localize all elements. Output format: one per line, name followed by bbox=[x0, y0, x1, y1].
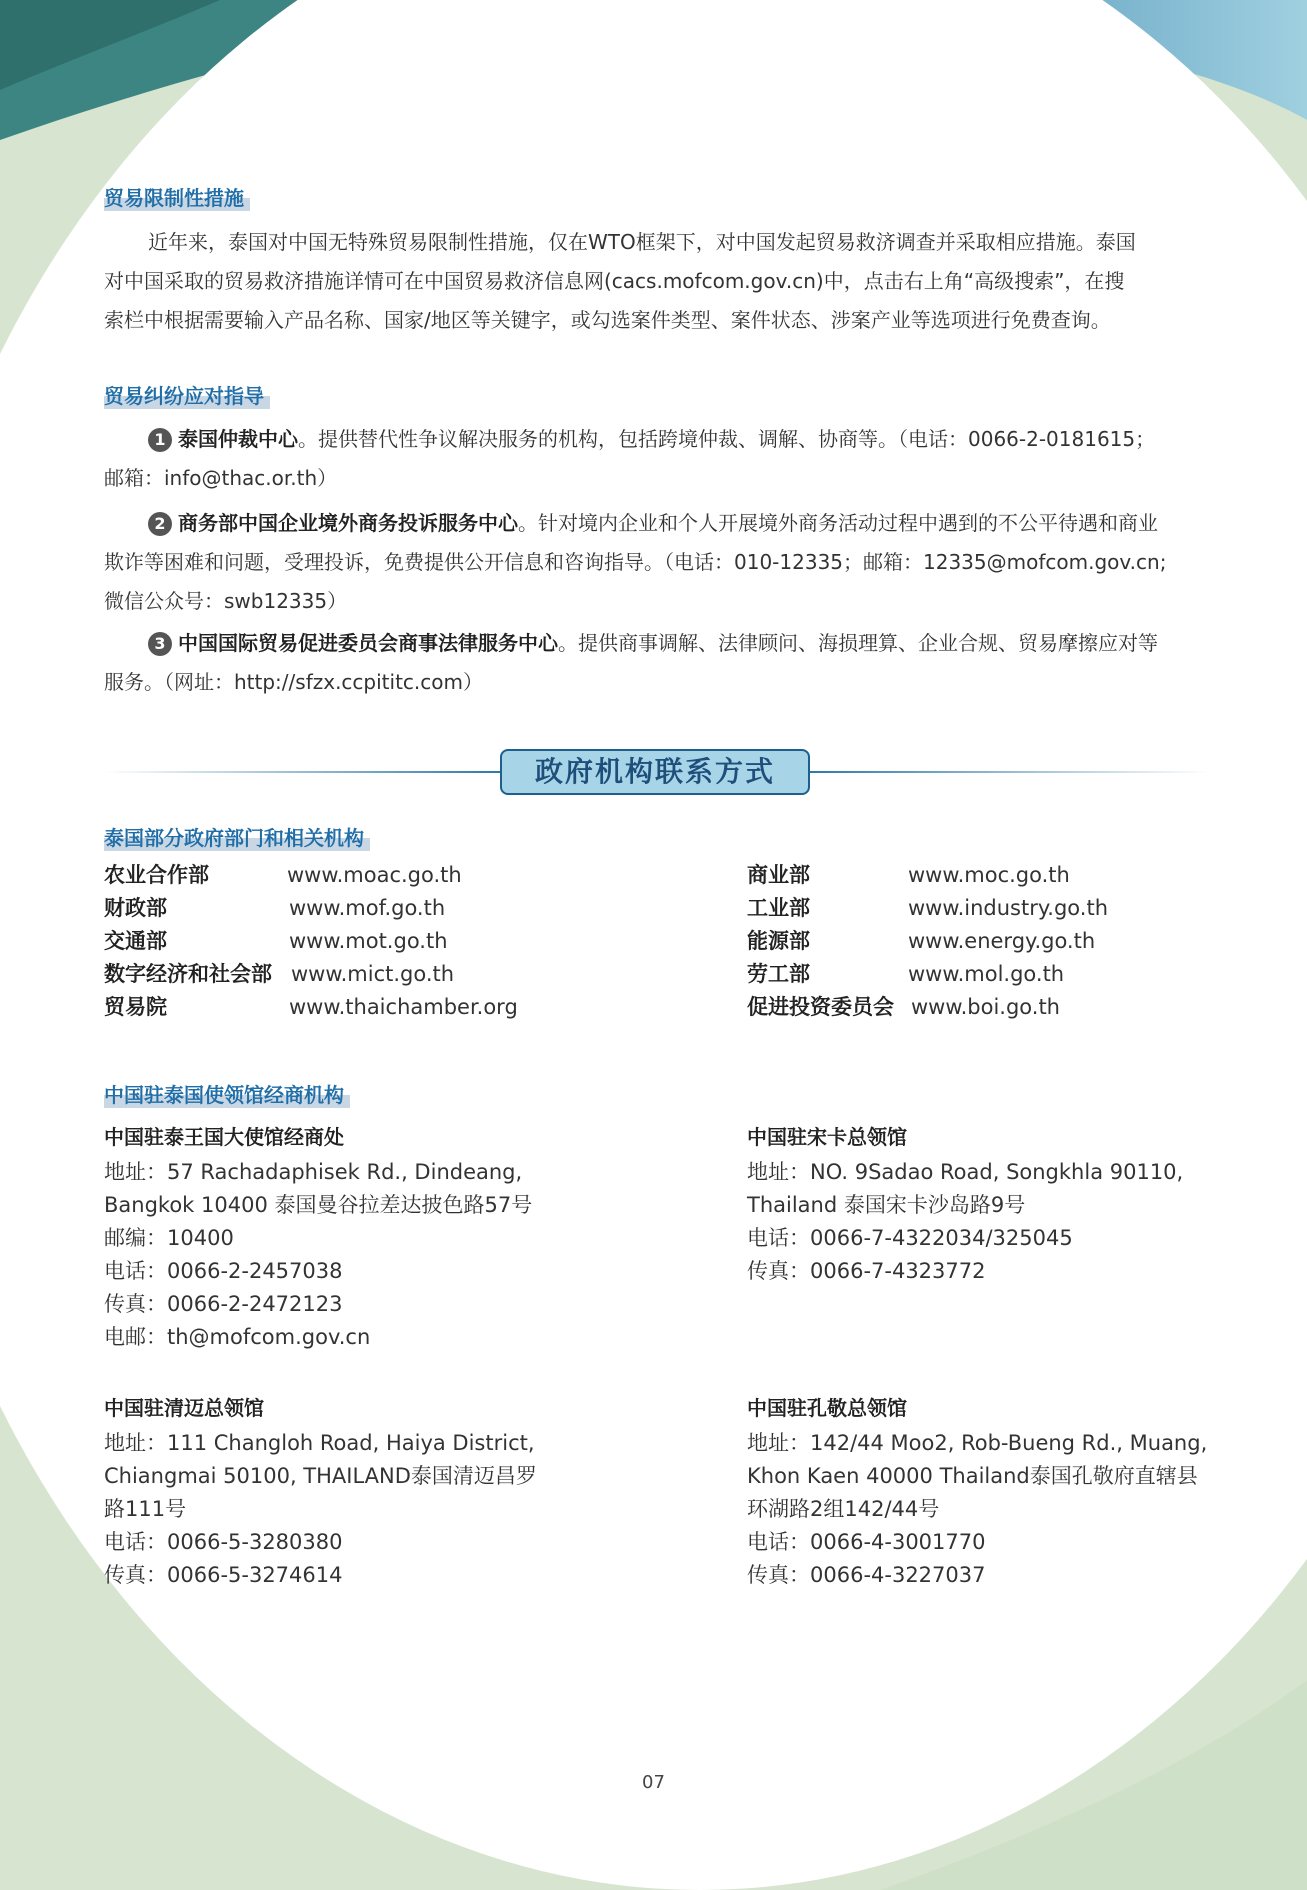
item-line: 服务。（网址：http://sfzx.ccpititc.com） bbox=[104, 670, 483, 694]
gov-url[interactable]: www.mol.go.th bbox=[908, 962, 1065, 986]
gov-link-row bbox=[747, 925, 1207, 958]
detail-line: 环湖路2组142/44号 bbox=[747, 1497, 940, 1521]
gov-link-row bbox=[104, 958, 604, 991]
trade-restrictions-title: 贸易限制性措施 bbox=[104, 182, 250, 211]
gov-url[interactable]: www.mof.go.th bbox=[289, 896, 446, 920]
dispute-item-3 bbox=[104, 624, 1210, 702]
gov-name: 数字经济和社会部 bbox=[104, 962, 272, 986]
gov-name: 财政部 bbox=[104, 896, 167, 920]
detail-line: Bangkok 10400 泰国曼谷拉差达披色路57号 bbox=[104, 1193, 533, 1217]
embassy-block-title: 中国驻宋卡总领馆 bbox=[747, 1125, 907, 1149]
embassy-block-details bbox=[747, 1156, 1183, 1288]
item-line: 微信公众号：swb12335） bbox=[104, 589, 348, 613]
embassy-block-title: 中国驻孔敬总领馆 bbox=[747, 1396, 907, 1420]
dispute-item-1 bbox=[104, 420, 1210, 498]
detail-line: Thailand 泰国宋卡沙岛路9号 bbox=[747, 1193, 1026, 1217]
banner-line-right bbox=[810, 771, 1210, 773]
dispute-guidance-title: 贸易纠纷应对指导 bbox=[104, 380, 270, 409]
item-name: 泰国仲裁中心 bbox=[178, 427, 298, 451]
embassy-block-title: 中国驻清迈总领馆 bbox=[104, 1396, 264, 1420]
number-1-icon: 1 bbox=[148, 428, 172, 452]
gov-url[interactable]: www.mict.go.th bbox=[291, 962, 455, 986]
detail-line: 地址：111 Changloh Road, Haiya District, bbox=[104, 1431, 535, 1455]
item-name: 中国国际贸易促进委员会商事法律服务中心 bbox=[178, 631, 558, 655]
gov-name: 商业部 bbox=[747, 863, 810, 887]
number-3-icon: 3 bbox=[148, 632, 172, 656]
embassy-block-title: 中国驻泰王国大使馆经商处 bbox=[104, 1125, 344, 1149]
item-line: 1 泰国仲裁中心。提供替代性争议解决服务的机构，包括跨境仲裁、调解、协商等。（电话：0066-2-0181615； bbox=[104, 420, 1210, 459]
gov-link-row bbox=[104, 991, 604, 1024]
gov-link-row bbox=[747, 958, 1207, 991]
paragraph-line: 索栏中根据需要输入产品名称、国家/地区等关键字，或勾选案件类型、案件状态、涉案产业等选项进行免费查询。 bbox=[104, 308, 1111, 332]
dispute-item-2 bbox=[104, 504, 1210, 621]
gov-name: 能源部 bbox=[747, 929, 810, 953]
gov-name: 劳工部 bbox=[747, 962, 810, 986]
item-line: 3 中国国际贸易促进委员会商事法律服务中心。提供商事调解、法律顾问、海损理算、企业合规、贸易摩擦应对等 bbox=[104, 624, 1210, 663]
detail-line: 传真：0066-7-4323772 bbox=[747, 1259, 986, 1283]
paragraph-line: 近年来，泰国对中国无特殊贸易限制性措施，仅在WTO框架下，对中国发起贸易救济调查并采取相应措施。泰国 bbox=[148, 230, 1136, 254]
detail-line: 地址：NO. 9Sadao Road, Songkhla 90110, bbox=[747, 1160, 1184, 1184]
detail-line: Khon Kaen 40000 Thailand泰国孔敬府直辖县 bbox=[747, 1464, 1198, 1488]
embassy-block-details bbox=[104, 1427, 537, 1592]
paragraph-line: 对中国采取的贸易救济措施详情可在中国贸易救济信息网(cacs.mofcom.gov.cn)中，点击右上角“高级搜索”，在搜 bbox=[104, 269, 1125, 293]
detail-line: 传真：0066-2-2472123 bbox=[104, 1292, 343, 1316]
gov-url[interactable]: www.boi.go.th bbox=[911, 995, 1060, 1019]
embassy-title: 中国驻泰国使领馆经商机构 bbox=[104, 1079, 350, 1108]
detail-line: 电话：0066-4-3001770 bbox=[747, 1530, 986, 1554]
item-name: 商务部中国企业境外商务投诉服务中心 bbox=[178, 511, 518, 535]
detail-line: 电话：0066-7-4322034/325045 bbox=[747, 1226, 1073, 1250]
detail-line: 地址：142/44 Moo2, Rob-Bueng Rd., Muang, bbox=[747, 1431, 1208, 1455]
gov-link-row bbox=[747, 991, 1207, 1024]
page-number: 07 bbox=[642, 1772, 665, 1793]
banner-line-left bbox=[104, 771, 500, 773]
gov-link-row bbox=[747, 859, 1207, 892]
gov-url[interactable]: www.moc.go.th bbox=[908, 863, 1070, 887]
thai-gov-title: 泰国部分政府部门和相关机构 bbox=[104, 822, 370, 851]
gov-url[interactable]: www.energy.go.th bbox=[908, 929, 1096, 953]
gov-name: 农业合作部 bbox=[104, 863, 209, 887]
gov-link-row bbox=[104, 892, 604, 925]
gov-name: 交通部 bbox=[104, 929, 167, 953]
detail-line: 电话：0066-2-2457038 bbox=[104, 1259, 343, 1283]
item-line: 邮箱：info@thac.or.th） bbox=[104, 466, 338, 490]
gov-name: 贸易院 bbox=[104, 995, 167, 1019]
gov-name: 促进投资委员会 bbox=[747, 995, 894, 1019]
detail-line: 地址：57 Rachadaphisek Rd., Dindeang, bbox=[104, 1160, 523, 1184]
detail-line: 邮编：10400 bbox=[104, 1226, 234, 1250]
detail-line: 路111号 bbox=[104, 1497, 187, 1521]
gov-url[interactable]: www.thaichamber.org bbox=[289, 995, 518, 1019]
embassy-block-details bbox=[104, 1156, 532, 1354]
gov-url[interactable]: www.moac.go.th bbox=[287, 863, 462, 887]
gov-url[interactable]: www.mot.go.th bbox=[289, 929, 448, 953]
gov-url[interactable]: www.industry.go.th bbox=[908, 896, 1109, 920]
detail-line: 传真：0066-5-3274614 bbox=[104, 1563, 343, 1587]
detail-line: 电邮：th@mofcom.gov.cn bbox=[104, 1325, 371, 1349]
gov-name: 工业部 bbox=[747, 896, 810, 920]
detail-line: Chiangmai 50100, THAILAND泰国清迈昌罗 bbox=[104, 1464, 537, 1488]
item-line: 2 商务部中国企业境外商务投诉服务中心。针对境内企业和个人开展境外商务活动过程中遇到的不公平待遇和商业 bbox=[104, 504, 1210, 543]
embassy-block-details bbox=[747, 1427, 1207, 1592]
gov-link-row bbox=[104, 859, 604, 892]
number-2-icon: 2 bbox=[148, 512, 172, 536]
section-banner: 政府机构联系方式 bbox=[500, 749, 810, 795]
detail-line: 传真：0066-4-3227037 bbox=[747, 1563, 986, 1587]
item-line: 欺诈等困难和问题，受理投诉，免费提供公开信息和咨询指导。（电话：010-12335；邮箱：12335@mofcom.gov.cn; bbox=[104, 550, 1167, 574]
gov-link-row bbox=[747, 892, 1207, 925]
gov-link-row bbox=[104, 925, 604, 958]
trade-restrictions-paragraph bbox=[104, 223, 1210, 340]
detail-line: 电话：0066-5-3280380 bbox=[104, 1530, 343, 1554]
